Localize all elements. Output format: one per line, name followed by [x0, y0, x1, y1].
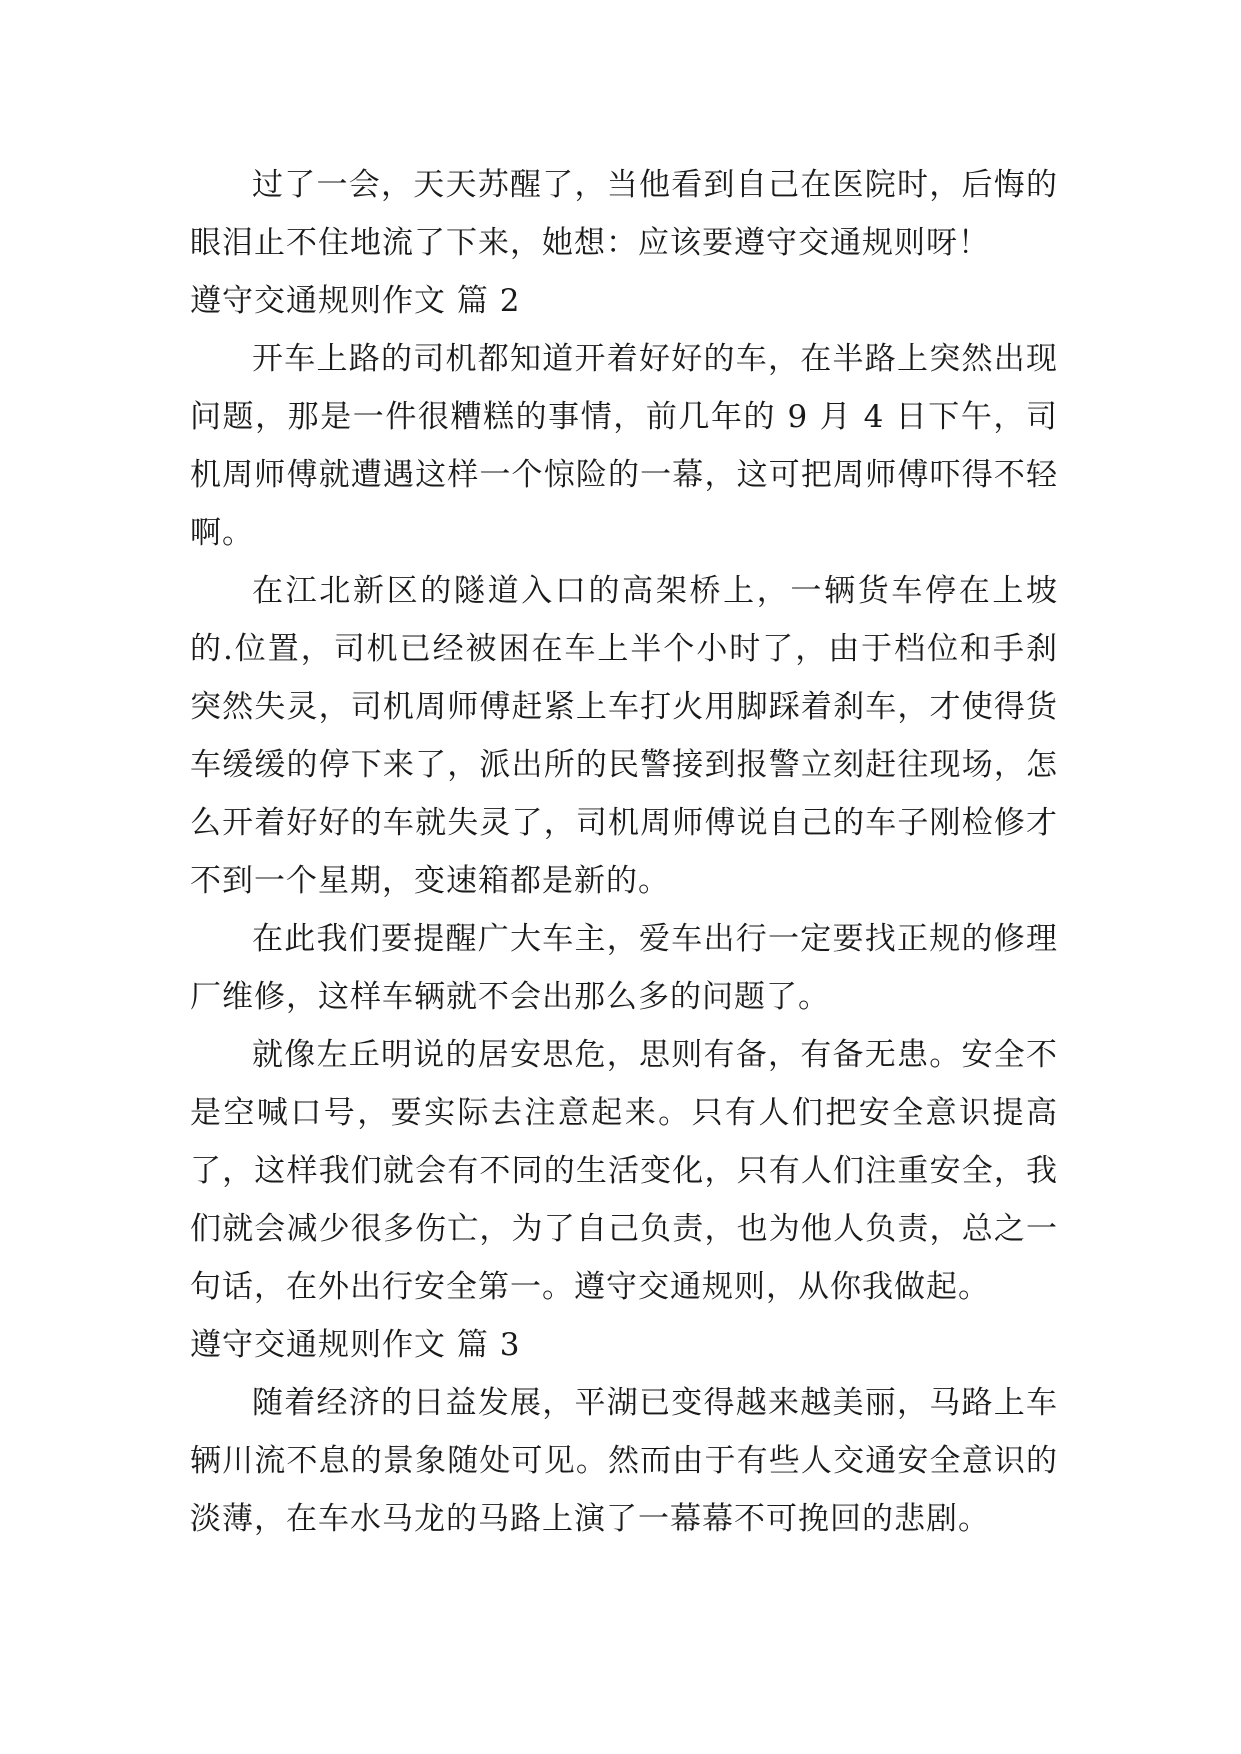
paragraph-1: 过了一会，天天苏醒了，当他看到自己在医院时，后悔的眼泪止不住地流了下来，她想：应该要遵守交通规则呀！ — [190, 167, 1058, 261]
document-body — [190, 156, 1058, 1548]
section-heading-2: 遵守交通规则作文 篇 2 — [190, 283, 521, 319]
paragraph-3: 在江北新区的隧道入口的高架桥上，一辆货车停在上坡的.位置，司机已经被困在车上半个小时了，由于档位和手刹突然失灵，司机周师傅赶紧上车打火用脚踩着刹车，才使得货车缓缓的停下来了，派出所的民警接到报警立刻赶往现场，怎么开着好好的车就失灵了，司机周师傅说自己的车子刚检修才不到一个星期，变速箱都是新的。 — [190, 573, 1058, 899]
paragraph-2: 开车上路的司机都知道开着好好的车，在半路上突然出现问题，那是一件很糟糕的事情，前几年的 9 月 4 日下午，司机周师傅就遭遇这样一个惊险的一幕，这可把周师傅吓得不轻啊。 — [190, 341, 1058, 551]
section-heading-3: 遵守交通规则作文 篇 3 — [190, 1327, 521, 1363]
paragraph-5: 就像左丘明说的居安思危，思则有备，有备无患。安全不是空喊口号，要实际去注意起来。只有人们把安全意识提高了，这样我们就会有不同的生活变化，只有人们注重安全，我们就会减少很多伤亡，为了自己负责，也为他人负责，总之一句话，在外出行安全第一。遵守交通规则，从你我做起。 — [190, 1037, 1058, 1305]
paragraph-4: 在此我们要提醒广大车主，爱车出行一定要找正规的修理厂维修，这样车辆就不会出那么多的问题了。 — [190, 921, 1058, 1015]
paragraph-6: 随着经济的日益发展，平湖已变得越来越美丽，马路上车辆川流不息的景象随处可见。然而由于有些人交通安全意识的淡薄，在车水马龙的马路上演了一幕幕不可挽回的悲剧。 — [190, 1385, 1058, 1537]
